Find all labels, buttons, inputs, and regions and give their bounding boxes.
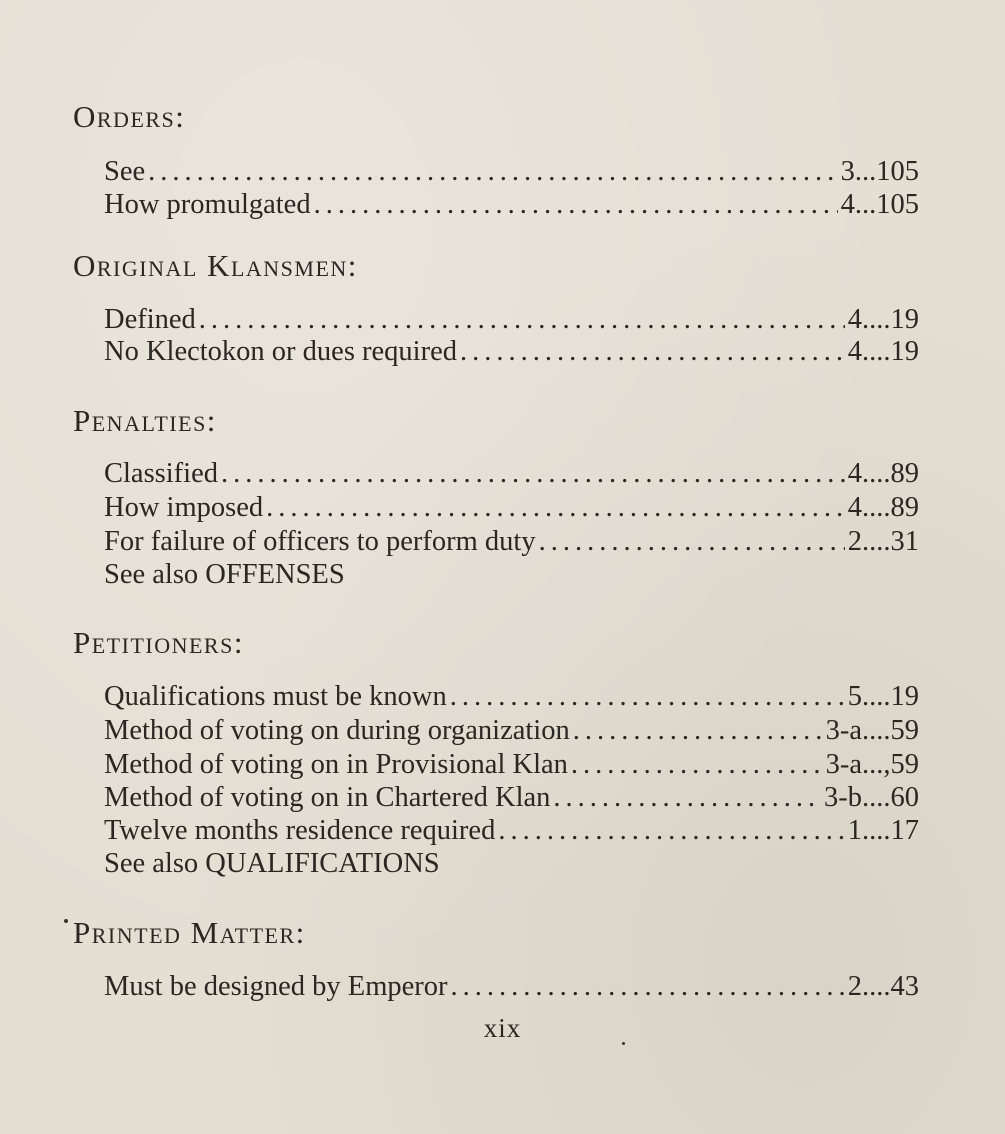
dot-leader [460,335,845,369]
dot-leader [266,491,845,525]
ink-speck [622,1042,625,1045]
dot-leader [450,680,845,714]
index-entry [104,525,919,559]
section-heading-petitioners: Petitioners: [73,625,244,660]
index-entry [104,781,919,815]
dot-leader [571,748,823,782]
index-entry [104,748,919,782]
page-number: xix [483,1013,522,1043]
dot-leader [573,714,823,748]
index-entry [104,814,919,848]
index-entry [104,335,919,369]
section-heading-printed-matter: Printed Matter: [73,915,306,950]
section-heading-penalties: Penalties: [73,403,217,438]
entry-reference: 3...105 [840,156,919,187]
entry-label: See [104,156,146,187]
entry-label: Qualifications must be known [104,681,447,712]
entry-label: For failure of officers to perform duty [104,526,536,557]
entry-reference: 4...105 [840,189,919,220]
index-entry [104,491,919,525]
see-also-reference: See also QUALIFICATIONS [104,848,440,879]
entry-label: How promulgated [104,189,311,220]
dot-leader [148,155,837,189]
dot-leader [498,814,844,848]
entry-label: Twelve months residence required [104,815,496,846]
index-entry [104,457,919,491]
index-entry [104,155,919,189]
index-entry [104,680,919,714]
entry-reference: 3-a...,59 [825,749,919,780]
ink-speck [64,919,68,923]
entry-reference: 3-a....59 [825,715,919,746]
entry-reference: 2....31 [847,526,919,557]
section-heading-orders: Orders: [73,99,186,134]
entry-label: Classified [104,458,218,489]
dot-leader [451,970,845,1004]
index-entry [104,303,919,337]
index-entry [104,188,919,222]
dot-leader [539,525,845,559]
entry-reference: 4....89 [847,458,919,489]
entry-label: Method of voting on during organization [104,715,570,746]
index-entry [104,970,919,1004]
entry-reference: 5....19 [847,681,919,712]
see-also-reference: See also OFFENSES [104,559,345,590]
index-entry [104,714,919,748]
dot-leader [221,457,845,491]
entry-reference: 4....19 [847,304,919,335]
entry-label: No Klectokon or dues required [104,336,457,367]
dot-leader [314,188,838,222]
entry-reference: 2....43 [847,971,919,1002]
entry-reference: 1....17 [847,815,919,846]
entry-label: Defined [104,304,196,335]
entry-label: Method of voting on in Provisional Klan [104,749,568,780]
entry-label: Must be designed by Emperor [104,971,448,1002]
entry-reference: 3-b....60 [824,782,919,813]
entry-reference: 4....19 [847,336,919,367]
entry-reference: 4....89 [847,492,919,523]
entry-label: Method of voting on in Chartered Klan [104,782,551,813]
dot-leader [199,303,845,337]
dot-leader [553,781,821,815]
section-heading-original-klansmen: Original Klansmen: [73,248,358,283]
entry-label: How imposed [104,492,264,523]
